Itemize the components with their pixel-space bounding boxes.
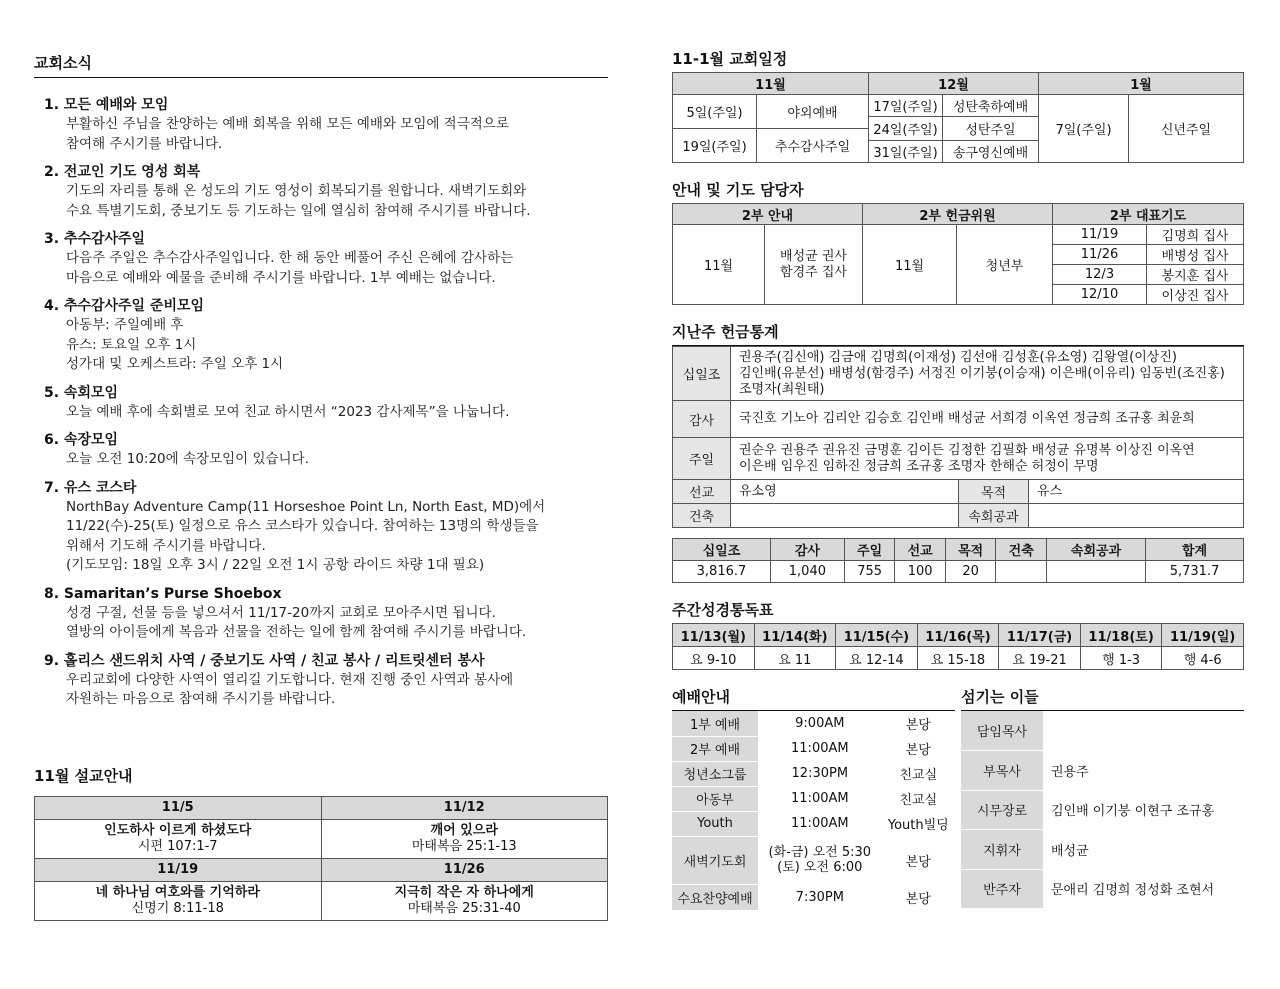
sunday-label: 주일	[673, 438, 731, 480]
sermon-subject: 인도하사 이르게 하셨도다	[104, 822, 252, 838]
news-text: 우리교회에 다양한 사역이 열리길 기도합니다. 현재 진행 중인 사역과 봉사에	[66, 671, 514, 688]
news-heading: 6. 속장모임	[44, 432, 119, 448]
duty-header: 2부 대표기도	[1053, 204, 1244, 225]
month-header: 1월	[1039, 73, 1244, 95]
prayer-date: 12/10	[1053, 285, 1147, 305]
event-name: 성탄주일	[943, 117, 1039, 141]
summary-header: 건축	[996, 539, 1047, 561]
name-line: 권순우 권용주 권유진 금명훈 김이든 김정한 김필화 배성균 유명복 이상진 이옥연	[739, 442, 1195, 458]
sermon-scripture: 마태복음 25:1-13	[411, 838, 517, 854]
reading-passage: 요 15-18	[917, 647, 999, 670]
servers-title: 섬기는 이들	[961, 686, 1244, 711]
news-heading: 1. 모든 예배와 모임	[44, 97, 169, 113]
server-role: 반주자	[961, 869, 1043, 909]
worship-name: 수요찬양예배	[672, 884, 758, 910]
news-item	[44, 163, 608, 221]
worship-place: 본당	[882, 884, 955, 910]
reading-day: 11/19(일)	[1162, 624, 1244, 647]
sermon-subject: 깨어 있으라	[430, 822, 498, 838]
news-heading: 4. 추수감사주일 준비모임	[44, 298, 205, 314]
news-heading: 7. 유스 코스타	[44, 479, 137, 496]
server-role: 지휘자	[961, 830, 1043, 870]
worship-name: 아동부	[672, 786, 758, 811]
event-date: 19일(주일)	[673, 129, 757, 163]
cell-names	[1029, 504, 1244, 528]
worship-place: 본당	[882, 836, 955, 884]
sermon-cell	[35, 819, 322, 858]
reading-passage: 요 11	[754, 647, 836, 670]
name-line: 국진호 기노아 김리안 김승호 김인배 배성균 서희경 이옥연 정금희 조규홍 최윤희	[739, 411, 1195, 426]
reading-day: 11/14(화)	[754, 624, 836, 647]
worship-time: 11:00AM	[758, 786, 882, 811]
mission-label: 선교	[673, 480, 731, 504]
news-heading: 9. 홀리스 샌드위치 사역 / 중보기도 사역 / 친교 봉사 / 리트릿센터 봉사	[44, 652, 485, 669]
worship-table	[672, 711, 955, 911]
event-name: 추수감사주일	[757, 129, 869, 163]
duty-title: 안내 및 기도 담당자	[672, 181, 804, 199]
sermon-date: 11/12	[321, 796, 608, 819]
summary-header: 감사	[770, 539, 844, 561]
building-label: 건축	[673, 504, 731, 528]
news-heading: 5. 속회모임	[44, 384, 119, 401]
news-item	[44, 585, 608, 643]
server-names	[1043, 711, 1244, 751]
news-item	[44, 230, 608, 288]
worship-title: 예배안내	[672, 686, 955, 711]
news-item	[44, 652, 608, 710]
reading-day: 11/17(금)	[999, 624, 1081, 647]
worship-name: Youth	[672, 811, 758, 836]
left-column	[34, 52, 608, 921]
guide-month: 11월	[673, 225, 765, 305]
worship-section	[672, 686, 955, 911]
offering-title: 지난주 헌금통계	[672, 321, 1244, 346]
news-text: 11/22(수)-25(토) 일정으로 유스 코스타가 있습니다. 참여하는 13명의 학생들을	[66, 518, 539, 534]
prayer-name: 봉지훈 집사	[1147, 265, 1244, 285]
news-text: 수요 특별기도회, 중보기도 등 기도하는 일에 열심히 참여해 주시기를 바랍니다.	[66, 202, 531, 219]
summary-value: 100	[895, 561, 946, 583]
news-text: 위해서 기도해 주시기를 바랍니다.	[66, 537, 266, 554]
summary-value: 3,816.7	[673, 561, 771, 583]
offering-names: 청년부	[957, 225, 1053, 305]
prayer-date: 12/3	[1053, 265, 1147, 285]
building-names	[731, 504, 959, 528]
news-text: 유스: 토요일 오후 1시	[66, 336, 197, 353]
summary-value: 5,731.7	[1146, 561, 1244, 583]
news-text: (기도모임: 18일 오후 3시 / 22일 오전 1시 공항 라이드 차량 1대 필요)	[66, 557, 485, 573]
server-names: 권용주	[1043, 751, 1244, 791]
news-text: 기도의 자리를 통해 온 성도의 기도 영성이 회복되기를 원합니다. 새벽기도회와	[66, 183, 527, 199]
event-name: 신년주일	[1129, 95, 1244, 163]
sermon-subject: 지극히 작은 자 하나에게	[394, 884, 534, 900]
news-heading: 3. 추수감사주일	[44, 231, 146, 247]
reading-title: 주간성경통독표	[672, 601, 774, 619]
purpose-label: 목적	[959, 480, 1029, 504]
prayer-name: 배병성 집사	[1147, 245, 1244, 265]
news-text: 참여해 주시기를 바랍니다.	[66, 135, 223, 152]
thanks-label: 감사	[673, 401, 731, 438]
servers-section	[961, 686, 1244, 909]
worship-time: 12:30PM	[758, 761, 882, 786]
worship-time	[758, 836, 882, 884]
news-item	[44, 384, 608, 423]
reading-passage: 행 4-6	[1162, 647, 1244, 670]
tithe-label: 십일조	[673, 347, 731, 401]
reading-passage: 요 12-14	[836, 647, 918, 670]
name-line: 이은배 임우진 임하진 정금희 조규홍 조명자 한해순 허정이 무명	[739, 458, 1099, 474]
name-line: 권용주(김신애) 김금애 김명희(이재성) 김선애 김성훈(유소영) 김왕열(이상진)	[739, 349, 1177, 365]
event-name: 야외예배	[757, 95, 869, 129]
news-text: 자원하는 마음으로 참여해 주시기를 바랍니다.	[66, 691, 336, 707]
news-item	[44, 297, 608, 375]
server-names: 배성균	[1043, 830, 1244, 870]
name-line: 조명자(최원태)	[739, 381, 825, 397]
purpose-names: 유스	[1029, 480, 1244, 504]
schedule-title: 11-1월 교회일정	[672, 50, 788, 68]
news-item	[44, 479, 608, 576]
news-item	[44, 96, 608, 154]
thanks-names	[731, 401, 1244, 438]
news-text: 다음주 주일은 추수감사주일입니다. 한 해 동안 베풀어 주신 은혜에 감사하는	[66, 250, 514, 266]
news-text: 성경 구절, 선물 등을 넣으셔서 11/17-20까지 교회로 모아주시면 됩니다.	[66, 604, 496, 621]
tithe-names	[731, 347, 1244, 401]
reading-day: 11/15(수)	[836, 624, 918, 647]
sermon-table	[34, 796, 608, 921]
news-text: 오늘 예배 후에 속회별로 모여 친교 하시면서 “2023 감사제목”을 나눕니다.	[66, 403, 510, 420]
duty-header: 2부 안내	[673, 204, 863, 225]
summary-value: 20	[945, 561, 996, 583]
sermon-scripture: 신명기 8:11-18	[131, 900, 224, 916]
server-names: 문애리 김명희 정성화 조현서	[1043, 869, 1244, 909]
prayer-date: 11/26	[1053, 245, 1147, 265]
summary-header: 십일조	[673, 539, 771, 561]
sermon-date: 11/5	[35, 796, 322, 819]
worship-place: 친교실	[882, 786, 955, 811]
month-header: 12월	[869, 73, 1039, 95]
cell-label: 속회공과	[959, 504, 1029, 528]
duty-header: 2부 헌금위원	[863, 204, 1053, 225]
news-text: NorthBay Adventure Camp(11 Horseshoe Point Ln, North East, MD)에서	[66, 498, 546, 515]
sermon-date: 11/26	[321, 858, 608, 881]
reading-table	[672, 623, 1244, 670]
sermon-subject: 네 하나님 여호와를 기억하라	[95, 884, 260, 900]
event-date: 31일(주일)	[869, 141, 943, 163]
guide-names	[765, 225, 863, 305]
reading-day: 11/13(월)	[673, 624, 755, 647]
mission-names: 유소영	[731, 480, 959, 504]
prayer-name: 이상진 집사	[1147, 285, 1244, 305]
sermon-cell	[321, 881, 608, 920]
event-date: 7일(주일)	[1039, 95, 1129, 163]
news-text: 성가대 및 오케스트라: 주일 오후 1시	[66, 356, 284, 372]
news-text: 오늘 오전 10:20에 속장모임이 있습니다.	[66, 451, 309, 467]
prayer-date: 11/19	[1053, 225, 1147, 245]
summary-header: 주일	[844, 539, 895, 561]
name-line: 김인배(유분선) 배병성(함경주) 서정진 이기붕(이승재) 이은배(이유리) 임동빈(조진홍)	[739, 365, 1225, 381]
worship-time: 11:00AM	[758, 736, 882, 761]
worship-time: 7:30PM	[758, 884, 882, 910]
server-role: 부목사	[961, 751, 1043, 791]
summary-value	[1046, 561, 1145, 583]
summary-header: 합계	[1146, 539, 1244, 561]
prayer-name: 김명희 집사	[1147, 225, 1244, 245]
news-text: 마음으로 예배와 예물을 준비해 주시기를 바랍니다. 1부 예배는 없습니다.	[66, 269, 496, 286]
summary-value	[996, 561, 1047, 583]
duty-table	[672, 203, 1244, 305]
summary-header: 선교	[895, 539, 946, 561]
sermon-scripture: 시편 107:1-7	[137, 838, 218, 854]
reading-passage: 요 19-21	[999, 647, 1081, 670]
reading-passage: 요 9-10	[673, 647, 755, 670]
month-header: 11월	[673, 73, 869, 95]
event-date: 24일(주일)	[869, 117, 943, 141]
summary-header: 목적	[945, 539, 996, 561]
news-list	[34, 96, 608, 710]
worship-time: 11:00AM	[758, 811, 882, 836]
news-text: 열방의 아이들에게 복음과 선물을 전하는 일에 함께 참여해 주시기를 바랍니다.	[66, 624, 527, 640]
reading-passage: 행 1-3	[1080, 647, 1162, 670]
server-role: 시무장로	[961, 790, 1043, 830]
sermon-title: 11월 설교안내	[34, 766, 133, 785]
news-title: 교회소식	[34, 52, 608, 78]
bottom-row	[672, 686, 1244, 916]
worship-time-line: (토) 오전 6:00	[777, 860, 863, 875]
offering-month: 11월	[863, 225, 957, 305]
event-date: 17일(주일)	[869, 95, 943, 117]
summary-header: 속회공과	[1046, 539, 1145, 561]
reading-day: 11/16(목)	[917, 624, 999, 647]
reading-day: 11/18(토)	[1080, 624, 1162, 647]
sermon-date: 11/19	[35, 858, 322, 881]
news-text: 부활하신 주님을 찬양하는 예배 회복을 위해 모든 예배와 모임에 적극적으로	[66, 116, 509, 132]
right-column	[672, 48, 1244, 916]
news-text: 아동부: 주일예배 후	[66, 317, 184, 333]
worship-place: 친교실	[882, 761, 955, 786]
worship-name: 2부 예배	[672, 736, 758, 761]
worship-name: 청년소그룹	[672, 761, 758, 786]
worship-name: 새벽기도회	[672, 836, 758, 884]
sermon-cell	[35, 881, 322, 920]
summary-value: 1,040	[770, 561, 844, 583]
servers-table	[961, 711, 1244, 909]
worship-time: 9:00AM	[758, 711, 882, 736]
worship-time-line: (화-금) 오전 5:30	[768, 845, 872, 860]
schedule-table	[672, 72, 1244, 163]
sunday-names	[731, 438, 1244, 480]
offering-table	[672, 346, 1244, 528]
worship-name: 1부 예배	[672, 711, 758, 736]
sermon-scripture: 마태복음 25:31-40	[407, 900, 521, 916]
news-item	[44, 431, 608, 470]
event-name: 송구영신예배	[943, 141, 1039, 163]
event-date: 5일(주일)	[673, 95, 757, 129]
summary-value: 755	[844, 561, 895, 583]
event-name: 성탄축하예배	[943, 95, 1039, 117]
server-role: 담임목사	[961, 711, 1043, 751]
guide-name: 배성균 권사	[780, 248, 847, 264]
worship-place: 본당	[882, 711, 955, 736]
sermon-cell	[321, 819, 608, 858]
server-names: 김인배 이기붕 이현구 조규홍	[1043, 790, 1244, 830]
news-heading: 8. Samaritan’s Purse Shoebox	[44, 585, 282, 602]
guide-name: 함경주 집사	[780, 264, 847, 280]
offering-summary-table	[672, 538, 1244, 583]
worship-place: Youth빌딩	[882, 811, 955, 836]
worship-place: 본당	[882, 736, 955, 761]
news-heading: 2. 전교인 기도 영성 회복	[44, 164, 201, 180]
